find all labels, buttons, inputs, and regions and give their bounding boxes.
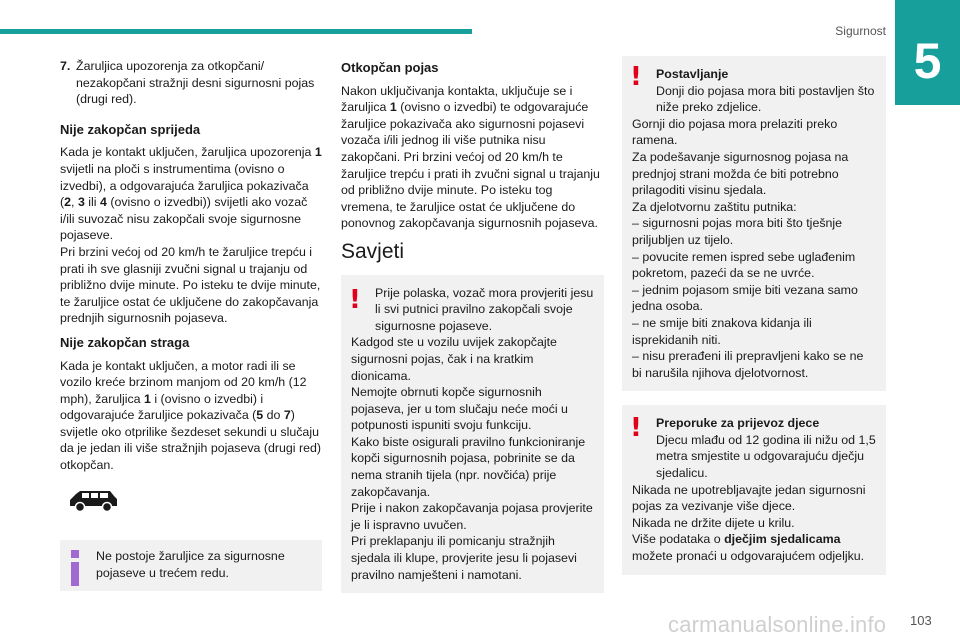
heading-rear: Nije zakopčan straga: [60, 334, 190, 350]
column-1: [60, 58, 322, 591]
warning-box-advice: [341, 275, 604, 594]
warning-text: Prije polaska, vozač mora provjeriti jesu li svi putnici pravilno zakopčali svoje sigurnosne pojaseve. Kadgod ste u vozilu uvijek zakopčajte sigurnosni pojas, čak i na kratkim dionicama. Nemojte obrnuti kopče sigurnosnih pojaseva, jer u tom slučaju neće moći u potpunosti ispuniti svoju funkciju. Kako biste osigurali pravilno funkcioniranje kopči sigurnosnih pojasa, pobrinite se da nema stranih tijela (npr. novčića) prije zakopčavanja. Prije i nakon zakopčavanja pojasa provjerite je li ispravno uvučen. Pri preklapanju ili pomicanju stražnjih sjedala ili klupe, provjerite jesu li pojasevi pravilno namješteni i namotani.: [351, 285, 594, 582]
warning-box-children: ! Preporuke za prijevoz djece Djecu mlađu od 12 godina ili nižu od 1,5 metra smjestite u odgovarajuću dječju sjedalicu. Nikada ne upotrebljavajte jedan sigurnosni pojas za vezivanje više djece. Nikada ne držite dijete u krilu. Više podataka o dječjim sjedalicama možete pronaći u odgovarajućem odjeljku.: [622, 405, 886, 574]
header-accent-bar: [0, 29, 472, 34]
warning-box-fitting: ! Postavljanje Donji dio pojasa mora biti postavljen što niže preko zdjelice. Gornji dio pojasa mora prelaziti preko ramena. Za podešavanje sigurnosnog pojasa na prednjoj strani možda će biti potrebno prilagoditi visinu sjedala. Za djelotvornu zaštitu putnika: – sigurnosni pojas mora biti što tješnje priljubljen uz tijelo. – povucite remen ispred sebe uglađenim pokretom, pazeći da se ne uvrće. – jednim pojasom smije biti vezana samo jedna osoba. – ne smije biti znakova kidanja ili isprekidanih niti. – nisu prerađeni ili prepravljeni kako se ne bi narušila njihova djelotvornost.: [622, 56, 886, 391]
info-box: [60, 540, 322, 591]
rear-paragraph: Kada je kontakt uključen, a motor radi ili se vozilo kreće brzinom manjom od 20 km/h (12 mph), žaruljica 1 i (ovisno o izvedbi) i odgovarajuće žaruljice pokazivača (5 do 7) svijetle oko otprilike šezdeset sekundi u slučaju da je jedan ili više stražnjih pojaseva (drugi red) otkopčan.: [60, 358, 322, 473]
item-number: 7.: [60, 59, 71, 73]
front-paragraph-1: Kada je kontakt uključen, žaruljica upozorenja 1 svijetli na ploči s instrumentima (ovisno o izvedbi), a odgovarajuća žaruljica pokazivača (2, 3 ili 4 (ovisno o izvedbi)) svijetli ako vozač i/ili suvozač nisu zakopčali svoje sigurnosne pojaseve.: [60, 145, 322, 243]
child-seat-reference: Više podataka o dječjim sjedalicama možete pronaći u odgovarajućem odjeljku.: [632, 532, 865, 564]
info-icon: [70, 550, 80, 586]
warning-exclamation-icon: !: [630, 413, 642, 444]
heading-front: Nije zakopčan sprijeda: [60, 121, 201, 137]
box-heading: Preporuke za prijevoz djece: [656, 416, 820, 431]
column-2: [341, 58, 604, 593]
unbuckled-paragraph: Nakon uključivanja kontakta, uključuje se i žaruljica 1 (ovisno o izvedbi) te odgovarajuće žaruljice pokazivača ako sigurnosni pojasevi vozača i/ili jednog ili više putnika nisu zakopčani. Pri brzini većoj od 20 km/h te žaruljice trepću i prati ih zvučni signal u trajanju od približno dvije minute. Po isteku tog vremena, te žaruljice ostat će uključene do ponovnog zakopčavanja sigurnosnih pojaseva.: [341, 83, 600, 231]
car-icon: [66, 488, 120, 514]
chapter-badge: 5: [895, 0, 960, 105]
item-text: Žaruljica upozorenja za otkopčani/ nezakopčani stražnji desni sigurnosni pojas (drugi red).: [76, 59, 315, 107]
box-heading: Postavljanje: [656, 67, 729, 81]
list-item: [60, 58, 322, 108]
heading-unbuckled: Otkopčan pojas: [341, 60, 439, 75]
watermark: carmanualsonline.info: [668, 612, 887, 637]
front-paragraph-2: Pri brzini većoj od 20 km/h te žaruljice trepću i prati ih sve glasniji zvučni signal u trajanju od približno dvije minute. Po isteku te dvije minute, te žaruljice ostat će uključene do zakopčavanja prednjih sigurnosnih pojaseva.: [60, 244, 321, 326]
heading-advice: Savjeti: [341, 239, 405, 263]
section-title: Sigurnost: [835, 24, 886, 38]
page-number: 103: [910, 613, 932, 628]
warning-exclamation-icon: !: [630, 62, 642, 92]
info-text: Ne postoje žaruljice za sigurnosne pojaseve u trećem redu.: [96, 549, 285, 580]
column-3: [622, 56, 886, 575]
warning-exclamation-icon: !: [349, 284, 361, 315]
